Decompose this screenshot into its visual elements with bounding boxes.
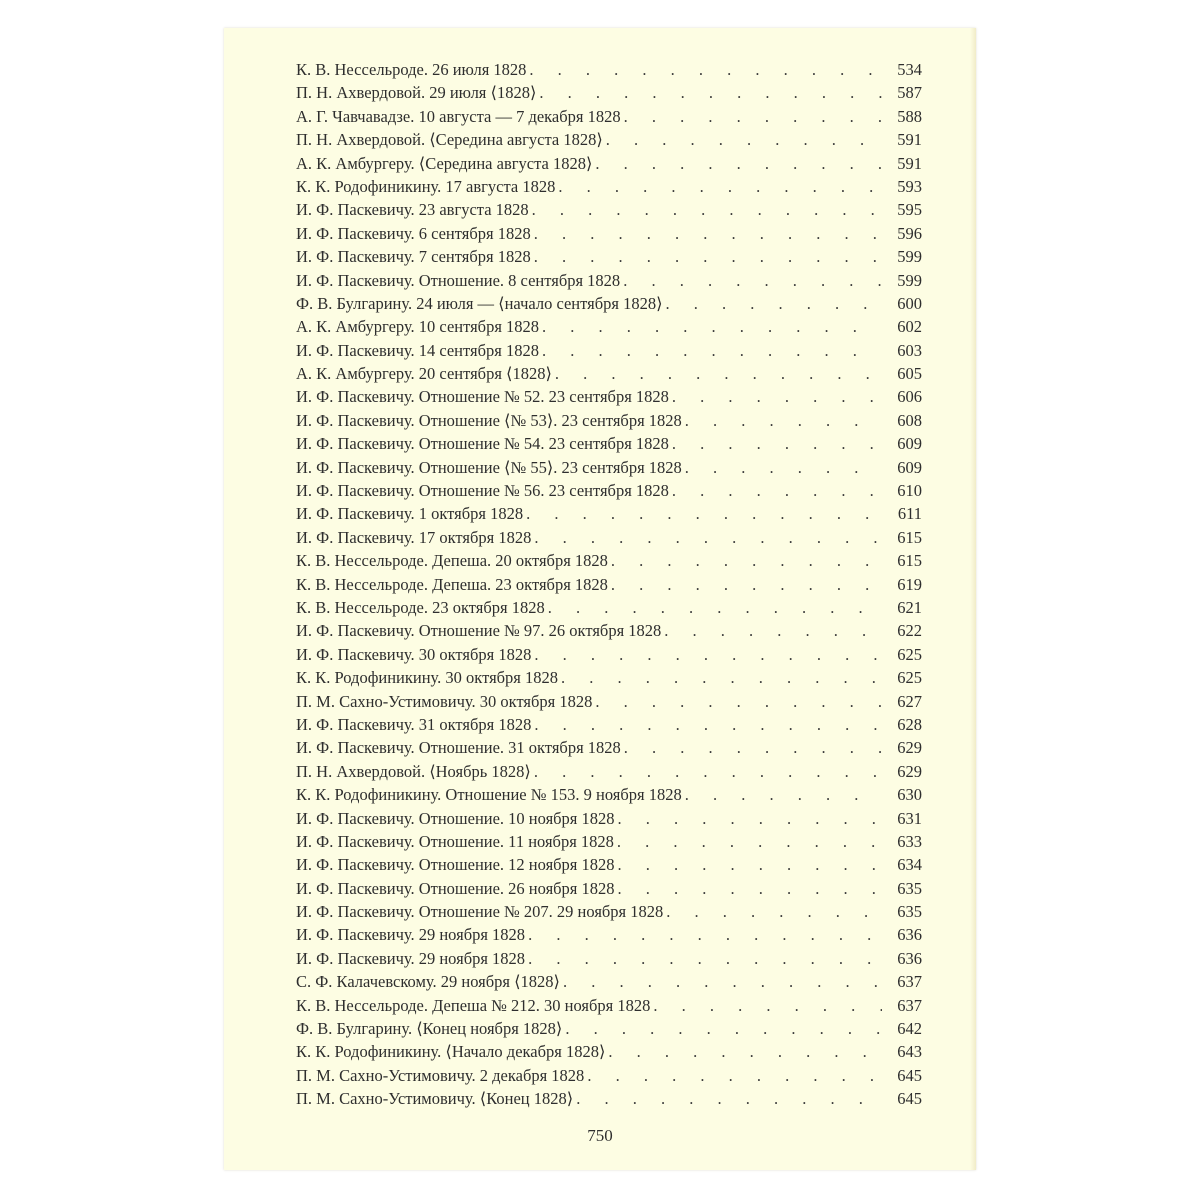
toc-entry <box>296 128 922 151</box>
toc-dot-leader <box>672 432 882 455</box>
toc-entry <box>296 385 922 408</box>
toc-entry-page: 599 <box>897 270 922 290</box>
toc-entry-page: 611 <box>897 504 922 524</box>
toc-entry <box>296 994 922 1017</box>
toc-dot-leader <box>563 970 882 993</box>
toc-dot-leader <box>664 619 882 642</box>
toc-entry <box>296 175 922 198</box>
toc-entry-title: И. Ф. Паскевичу. Отношение № 97. 26 октября 1828 <box>296 621 662 641</box>
toc-entry-title: П. М. Сахно-Устимовичу. 2 декабря 1828 <box>296 1065 585 1085</box>
toc-entry-page: 619 <box>897 574 922 594</box>
toc-entry <box>296 105 922 128</box>
toc-entry <box>296 549 922 572</box>
toc-entry-title: К. В. Нессельроде. 26 июля 1828 <box>296 60 527 79</box>
toc-entry <box>296 760 922 783</box>
toc-entry-page: 608 <box>897 410 922 430</box>
toc-dot-leader <box>542 315 882 338</box>
toc-entry-page: 615 <box>897 551 922 571</box>
toc-entry <box>296 1064 922 1087</box>
toc-dot-leader <box>542 339 882 362</box>
toc-entry <box>296 643 922 666</box>
toc-entry <box>296 1017 922 1040</box>
toc-entry-title: К. К. Родофиникину. ⟨Начало декабря 1828⟩ <box>296 1042 606 1062</box>
toc-entry-title: Ф. В. Булгарину. 24 июля — ⟨начало сентября 1828⟩ <box>296 293 663 313</box>
toc-dot-leader <box>534 526 882 549</box>
toc-entry-page: 634 <box>897 855 922 875</box>
page-number: 750 <box>587 1126 613 1145</box>
toc-entry-title: И. Ф. Паскевичу. 14 сентября 1828 <box>296 340 539 360</box>
toc-entry <box>296 713 922 736</box>
toc-entry-title: Ф. В. Булгарину. ⟨Конец ноября 1828⟩ <box>296 1019 563 1039</box>
toc-entry-title: И. Ф. Паскевичу. Отношение. 8 сентября 1828 <box>296 270 621 290</box>
toc-entry-title: К. К. Родофиникину. 17 августа 1828 <box>296 176 556 196</box>
toc-entry-page: 599 <box>897 247 922 267</box>
toc-dot-leader <box>532 198 882 221</box>
toc-dot-leader <box>653 994 882 1017</box>
toc-entry <box>296 81 922 104</box>
toc-entry-page: 631 <box>897 808 922 828</box>
toc-entry <box>296 152 922 175</box>
toc-entry <box>296 690 922 713</box>
toc-entry <box>296 339 922 362</box>
toc-dot-leader <box>595 152 882 175</box>
toc-dot-leader <box>576 1087 882 1110</box>
toc-dot-leader <box>534 643 882 666</box>
toc-entry-title: К. В. Нессельроде. Депеша № 212. 30 ноября 1828 <box>296 995 651 1015</box>
toc-dot-leader <box>528 947 882 970</box>
toc-entry-title: К. В. Нессельроде. Депеша. 20 октября 1828 <box>296 551 608 571</box>
toc-entry <box>296 900 922 923</box>
toc-entry-page: 622 <box>897 621 922 641</box>
toc-dot-leader <box>666 900 882 923</box>
toc-entry-title: И. Ф. Паскевичу. 23 августа 1828 <box>296 200 529 220</box>
toc-entry <box>296 1087 922 1110</box>
toc-entry-title: И. Ф. Паскевичу. Отношение № 207. 29 ноября 1828 <box>296 902 664 922</box>
toc-entry-title: П. М. Сахно-Устимовичу. 30 октября 1828 <box>296 691 593 711</box>
toc-entry-page: 627 <box>897 691 922 711</box>
toc-entry-title: И. Ф. Паскевичу. Отношение ⟨№ 55⟩. 23 сентября 1828 <box>296 457 682 477</box>
toc-dot-leader <box>624 105 882 128</box>
toc-entry <box>296 222 922 245</box>
toc-entry-page: 593 <box>897 176 922 196</box>
toc-entry-page: 600 <box>897 293 922 313</box>
toc-entry-title: И. Ф. Паскевичу. Отношение. 26 ноября 1828 <box>296 878 615 898</box>
toc-entry <box>296 409 922 432</box>
toc-dot-leader <box>611 573 882 596</box>
toc-entry-page: 595 <box>897 200 922 220</box>
toc-entry-page: 606 <box>897 387 922 407</box>
toc-entry-page: 637 <box>897 995 922 1015</box>
toc-entry-page: 591 <box>897 130 922 150</box>
toc-dot-leader <box>587 1064 882 1087</box>
toc-entry-title: И. Ф. Паскевичу. 29 ноября 1828 <box>296 948 526 968</box>
toc-entry-title: А. Г. Чавчавадзе. 10 августа — 7 декабря 1828 <box>296 106 621 126</box>
toc-entry <box>296 502 922 525</box>
toc-entry <box>296 736 922 759</box>
toc-entry-title: П. Н. Ахвердовой. 29 июля ⟨1828⟩ <box>296 83 537 103</box>
toc-entry-page: 605 <box>897 364 922 384</box>
toc-entry <box>296 596 922 619</box>
toc-dot-leader <box>617 830 882 853</box>
toc-dot-leader <box>534 713 882 736</box>
toc-entry-title: А. К. Амбургеру. ⟨Середина августа 1828⟩ <box>296 153 593 173</box>
toc-dot-leader <box>685 783 882 806</box>
toc-dot-leader <box>666 292 882 315</box>
toc-entry-page: 603 <box>897 340 922 360</box>
toc-dot-leader <box>672 385 882 408</box>
toc-entry-page: 637 <box>897 972 922 992</box>
toc-entry-title: И. Ф. Паскевичу. Отношение. 12 ноября 1828 <box>296 855 615 875</box>
toc-entry <box>296 245 922 268</box>
toc-entry-title: И. Ф. Паскевичу. 17 октября 1828 <box>296 527 532 547</box>
toc-entry-page: 633 <box>897 831 922 851</box>
toc-entry <box>296 479 922 502</box>
toc-dot-leader <box>528 923 882 946</box>
toc-entry <box>296 853 922 876</box>
toc-entry-page: 621 <box>897 597 922 617</box>
toc-entry <box>296 830 922 853</box>
toc-dot-leader <box>539 81 882 104</box>
toc-dot-leader <box>624 736 882 759</box>
table-of-contents <box>296 58 922 1111</box>
toc-entry-page: 625 <box>897 668 922 688</box>
toc-dot-leader <box>606 128 882 151</box>
toc-entry <box>296 666 922 689</box>
toc-entry <box>296 619 922 642</box>
toc-entry-page: 625 <box>897 644 922 664</box>
toc-dot-leader <box>608 1040 882 1063</box>
toc-entry-title: П. Н. Ахвердовой. ⟨Ноябрь 1828⟩ <box>296 761 531 781</box>
toc-entry-title: И. Ф. Паскевичу. Отношение. 10 ноября 1828 <box>296 808 615 828</box>
toc-entry-page: 587 <box>897 83 922 103</box>
toc-dot-leader <box>561 666 882 689</box>
toc-entry-page: 609 <box>897 434 922 454</box>
toc-entry-page: 610 <box>897 481 922 501</box>
toc-dot-leader <box>558 175 882 198</box>
toc-entry <box>296 573 922 596</box>
toc-entry-title: И. Ф. Паскевичу. 31 октября 1828 <box>296 714 532 734</box>
toc-entry <box>296 807 922 830</box>
toc-entry <box>296 58 922 81</box>
toc-entry-page: 636 <box>897 925 922 945</box>
toc-entry-title: И. Ф. Паскевичу. 29 ноября 1828 <box>296 925 526 945</box>
toc-dot-leader <box>685 456 882 479</box>
toc-entry-title: И. Ф. Паскевичу. 6 сентября 1828 <box>296 223 531 243</box>
toc-entry <box>296 292 922 315</box>
toc-entry-page: 629 <box>897 761 922 781</box>
toc-entry-title: П. М. Сахно-Устимовичу. ⟨Конец 1828⟩ <box>296 1089 574 1109</box>
toc-entry <box>296 269 922 292</box>
toc-entry <box>296 526 922 549</box>
toc-entry <box>296 947 922 970</box>
toc-entry <box>296 877 922 900</box>
page-edge <box>970 28 976 1170</box>
toc-entry-title: И. Ф. Паскевичу. Отношение. 31 октября 1828 <box>296 738 621 758</box>
toc-entry-page: 630 <box>897 785 922 805</box>
toc-entry-title: К. В. Нессельроде. Депеша. 23 октября 1828 <box>296 574 608 594</box>
toc-entry-page: 643 <box>897 1042 922 1062</box>
toc-entry-page: 645 <box>897 1065 922 1085</box>
toc-entry-page: 629 <box>897 738 922 758</box>
toc-entry-page: 615 <box>897 527 922 547</box>
toc-entry <box>296 362 922 385</box>
toc-dot-leader <box>618 807 882 830</box>
toc-entry-page: 642 <box>897 1019 922 1039</box>
toc-entry-title: И. Ф. Паскевичу. 7 сентября 1828 <box>296 247 531 267</box>
toc-entry-title: К. К. Родофиникину. 30 октября 1828 <box>296 668 559 688</box>
toc-entry <box>296 923 922 946</box>
toc-entry-page: 591 <box>897 153 922 173</box>
toc-entry-page: 645 <box>897 1089 922 1109</box>
toc-entry <box>296 432 922 455</box>
toc-entry-title: И. Ф. Паскевичу. Отношение ⟨№ 53⟩. 23 сентября 1828 <box>296 410 682 430</box>
toc-entry-page: 628 <box>897 714 922 734</box>
toc-entry-page: 596 <box>897 223 922 243</box>
toc-dot-leader <box>685 409 882 432</box>
toc-dot-leader <box>672 479 882 502</box>
toc-entry-title: И. Ф. Паскевичу. Отношение. 11 ноября 1828 <box>296 831 614 851</box>
toc-entry <box>296 315 922 338</box>
toc-entry-page: 602 <box>897 317 922 337</box>
toc-entry <box>296 456 922 479</box>
toc-dot-leader <box>534 760 882 783</box>
toc-entry-page: 636 <box>897 948 922 968</box>
toc-entry-page: 534 <box>897 60 922 79</box>
toc-entry <box>296 198 922 221</box>
toc-dot-leader <box>618 853 882 876</box>
toc-dot-leader <box>548 596 882 619</box>
toc-dot-leader <box>534 245 882 268</box>
toc-entry-page: 635 <box>897 902 922 922</box>
toc-entry-title: И. Ф. Паскевичу. Отношение № 56. 23 сентября 1828 <box>296 481 669 501</box>
toc-dot-leader <box>555 362 882 385</box>
toc-entry-page: 635 <box>897 878 922 898</box>
toc-entry-title: И. Ф. Паскевичу. 1 октября 1828 <box>296 504 524 524</box>
toc-dot-leader <box>565 1017 882 1040</box>
toc-dot-leader <box>618 877 882 900</box>
toc-entry-title: К. В. Нессельроде. 23 октября 1828 <box>296 597 545 617</box>
book-page <box>224 28 976 1170</box>
toc-entry-title: С. Ф. Калачевскому. 29 ноября ⟨1828⟩ <box>296 972 560 992</box>
toc-entry-title: И. Ф. Паскевичу. 30 октября 1828 <box>296 644 532 664</box>
toc-entry-title: П. Н. Ахвердовой. ⟨Середина августа 1828⟩ <box>296 130 603 150</box>
toc-entry <box>296 783 922 806</box>
toc-entry-title: А. К. Амбургеру. 10 сентября 1828 <box>296 317 540 337</box>
toc-entry-page: 588 <box>897 106 922 126</box>
toc-entry-title: И. Ф. Паскевичу. Отношение № 54. 23 сентября 1828 <box>296 434 669 454</box>
toc-entry <box>296 970 922 993</box>
toc-dot-leader <box>611 549 882 572</box>
toc-dot-leader <box>529 58 882 81</box>
toc-entry-title: К. К. Родофиникину. Отношение № 153. 9 ноября 1828 <box>296 785 682 805</box>
toc-entry <box>296 1040 922 1063</box>
toc-dot-leader <box>534 222 882 245</box>
toc-entry-title: А. К. Амбургеру. 20 сентября ⟨1828⟩ <box>296 364 552 384</box>
toc-dot-leader <box>623 269 882 292</box>
toc-dot-leader <box>595 690 882 713</box>
toc-entry-title: И. Ф. Паскевичу. Отношение № 52. 23 сентября 1828 <box>296 387 669 407</box>
toc-entry-page: 609 <box>897 457 922 477</box>
toc-dot-leader <box>526 502 882 525</box>
